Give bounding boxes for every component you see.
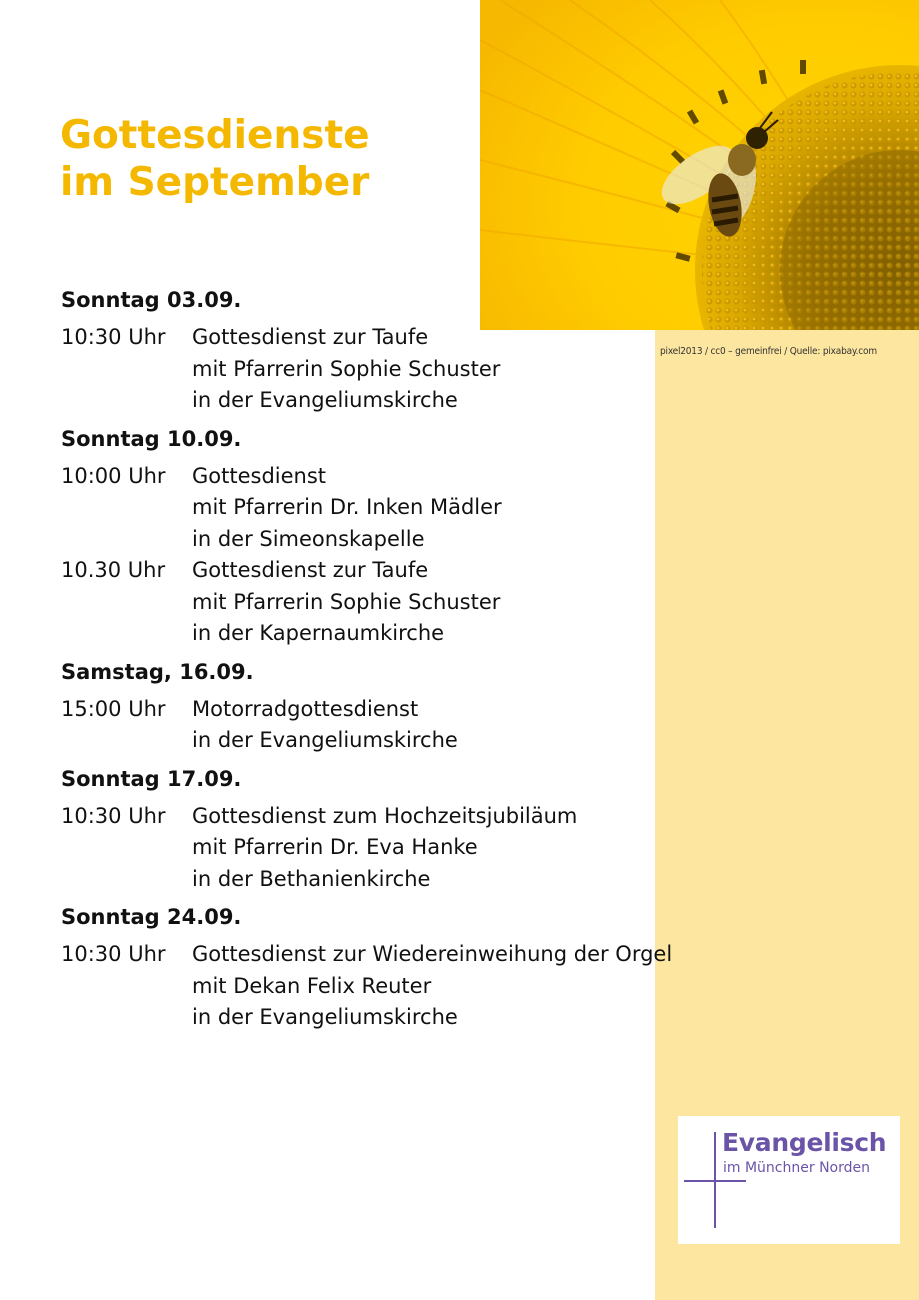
- day-block: [61, 901, 761, 1034]
- day-block: [61, 763, 761, 896]
- service-title: Gottesdienst zum Hochzeitsjubiläum: [192, 803, 578, 828]
- service-title: Motorradgottesdienst: [192, 696, 419, 721]
- day-heading: Sonntag 03.09.: [61, 288, 242, 312]
- sunflower-bee-photo: [480, 0, 919, 330]
- service-time: 10:30 Uhr: [61, 942, 166, 966]
- service-location: in der Evangeliumskirche: [192, 1005, 458, 1029]
- service-title: Gottesdienst zur Taufe: [192, 325, 429, 349]
- service-entry: [61, 322, 761, 417]
- day-block: [61, 284, 761, 417]
- service-entry: [61, 461, 761, 556]
- logo-title: Evangelisch: [722, 1128, 887, 1157]
- service-schedule: [61, 284, 761, 1040]
- day-block: [61, 423, 761, 650]
- service-pastor: mit Pfarrerin Sophie Schuster: [192, 589, 501, 614]
- service-location: in der Simeonskapelle: [192, 526, 425, 551]
- service-entry: [61, 801, 761, 896]
- title-line-2: im September: [60, 160, 370, 205]
- logo-subtitle: im Münchner Norden: [723, 1160, 870, 1176]
- day-heading: Sonntag 10.09.: [61, 426, 242, 451]
- page-title: [60, 112, 370, 206]
- service-pastor: mit Pfarrerin Sophie Schuster: [192, 356, 501, 381]
- service-entry: [61, 694, 761, 757]
- service-pastor: mit Pfarrerin Dr. Eva Hanke: [192, 835, 478, 859]
- sunflower-image: [480, 0, 919, 330]
- day-heading: Sonntag 24.09.: [61, 905, 242, 929]
- service-location: in der Evangeliumskirche: [192, 388, 458, 412]
- service-time: 10.30 Uhr: [61, 558, 166, 582]
- service-location: in der Bethanienkirche: [192, 866, 431, 891]
- service-pastor: mit Dekan Felix Reuter: [192, 973, 432, 998]
- service-pastor: mit Pfarrerin Dr. Inken Mädler: [192, 495, 502, 519]
- service-time: 10:30 Uhr: [61, 803, 166, 828]
- service-title: Gottesdienst zur Wiedereinweihung der Orgel: [192, 942, 673, 966]
- service-time: 15:00 Uhr: [61, 696, 166, 721]
- photo-credit: pixel2013 / cc0 – gemeinfrei / Quelle: pixabay.com: [660, 346, 877, 357]
- day-block: [61, 656, 761, 757]
- service-title: Gottesdienst zur Taufe: [192, 558, 429, 582]
- service-time: 10:00 Uhr: [61, 463, 166, 488]
- title-line-1: Gottesdienste: [60, 113, 370, 158]
- service-title: Gottesdienst: [192, 463, 327, 488]
- service-location: in der Evangeliumskirche: [192, 728, 458, 752]
- service-location: in der Kapernaumkirche: [192, 621, 445, 645]
- service-time: 10:30 Uhr: [61, 325, 166, 349]
- service-entry: [61, 939, 761, 1034]
- day-heading: Samstag, 16.09.: [61, 659, 254, 684]
- service-entry: [61, 555, 761, 650]
- day-heading: Sonntag 17.09.: [61, 766, 242, 791]
- cross-icon-bar: [684, 1180, 746, 1182]
- church-logo: [678, 1116, 900, 1244]
